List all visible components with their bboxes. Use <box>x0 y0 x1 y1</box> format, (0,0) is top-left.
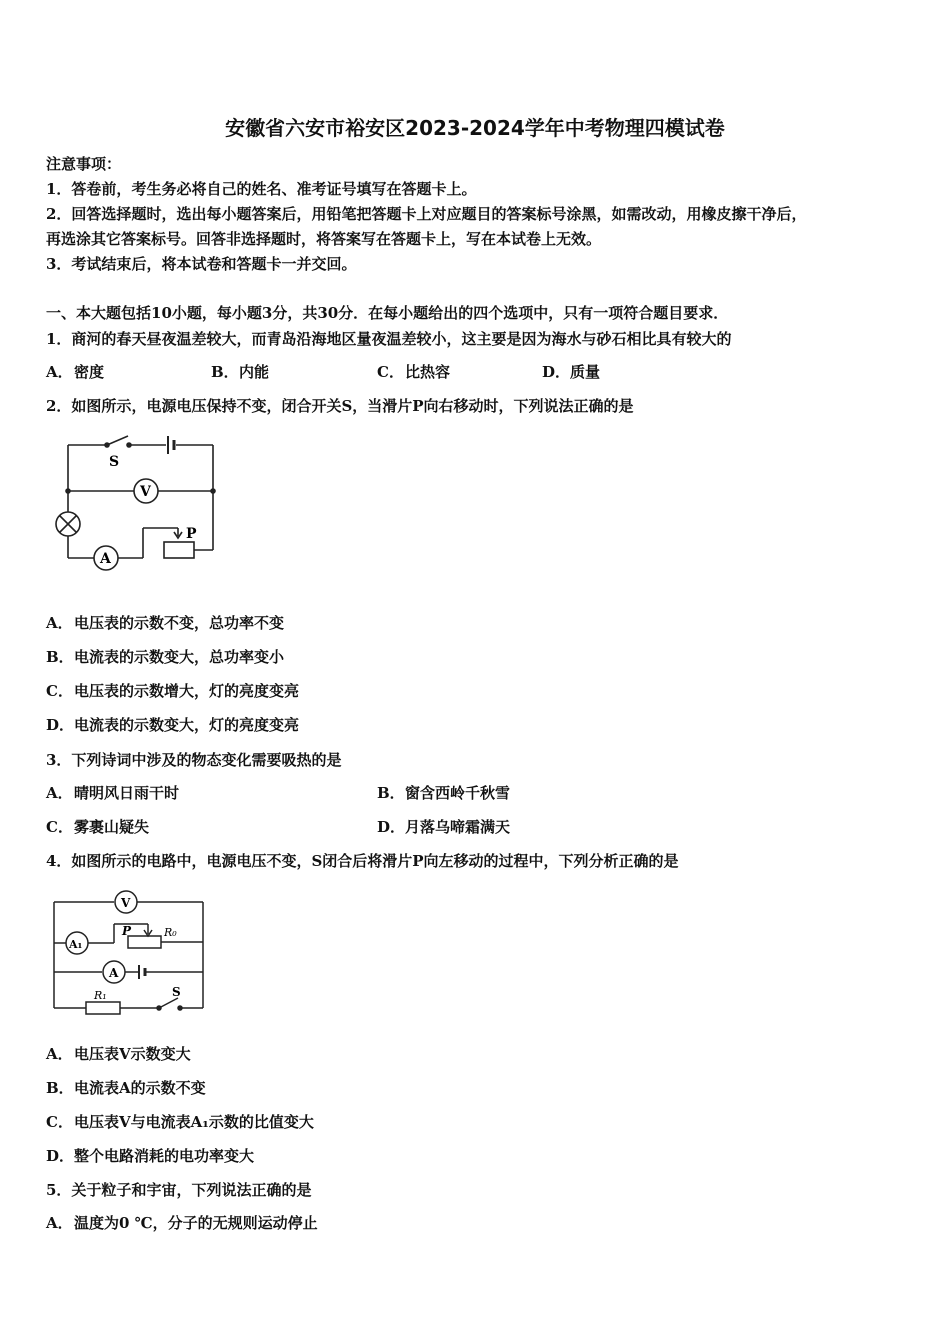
option-c: C．比热容 <box>377 363 451 381</box>
section-heading: 一、本大题包括10小题，每小题3分，共30分．在每小题给出的四个选项中，只有一项符合题目要求． <box>46 304 729 322</box>
question-stem: 2．如图所示，电源电压保持不变，闭合开关S，当滑片P向右移动时，下列说法正确的是 <box>46 397 634 415</box>
label-s: S <box>109 454 120 470</box>
notice-item: 2．回答选择题时，选出每小题答案后，用铅笔把答题卡上对应题目的答案标号涂黑，如需改动，用橡皮擦干净后， <box>46 205 807 223</box>
option-c: C．电压表的示数增大，灯的亮度变亮 <box>46 682 300 700</box>
option-a: A．晴明风日雨干时 <box>46 784 180 802</box>
option-d: D．电流表的示数变大，灯的亮度变亮 <box>46 716 300 734</box>
page-title: 安徽省六安市裕安区2023-2024学年中考物理四模试卷 <box>225 116 725 140</box>
notice-item: 再选涂其它答案标号。回答非选择题时，将答案写在答题卡上，写在本试卷上无效。 <box>46 230 602 248</box>
label-s: S <box>172 985 181 999</box>
circuit-diagram-q4 <box>46 884 216 1016</box>
label-p: P <box>186 526 197 542</box>
option-a: A．电压表的示数不变，总功率不变 <box>46 614 285 632</box>
option-c: C．电压表V与电流表A₁示数的比值变大 <box>46 1113 314 1131</box>
option-b: B．电流表A的示数不变 <box>46 1079 206 1097</box>
option-d: D．月落乌啼霜满天 <box>377 818 511 836</box>
label-r1: R₁ <box>94 989 107 1002</box>
label-p: P <box>122 924 132 938</box>
notice-heading: 注意事项： <box>46 155 122 173</box>
question-stem: 5．关于粒子和宇宙，下列说法正确的是 <box>46 1181 312 1199</box>
option-c: C．雾裹山疑失 <box>46 818 150 836</box>
option-d: D．整个电路消耗的电功率变大 <box>46 1147 255 1165</box>
option-d: D．质量 <box>542 363 601 381</box>
question-stem: 3．下列诗词中涉及的物态变化需要吸热的是 <box>46 751 342 769</box>
notice-item: 3．考试结束后，将本试卷和答题卡一并交回。 <box>46 255 357 273</box>
label-a: A <box>109 966 119 980</box>
question-stem: 4．如图所示的电路中，电源电压不变，S闭合后将滑片P向左移动的过程中，下列分析正确的是 <box>46 852 679 870</box>
option-b: B．内能 <box>211 363 270 381</box>
label-r0: R₀ <box>164 926 177 939</box>
label-v: V <box>121 896 131 910</box>
option-a: A．电压表V示数变大 <box>46 1045 191 1063</box>
option-b: B．窗含西岭千秋雪 <box>377 784 511 802</box>
circuit-diagram-q2 <box>46 432 226 577</box>
label-a: A <box>100 551 111 567</box>
option-a: A．密度 <box>46 363 105 381</box>
question-stem: 1．商河的春天昼夜温差较大，而青岛沿海地区量夜温差较小，这主要是因为海水与砂石相比具有较大的 <box>46 330 732 348</box>
option-b: B．电流表的示数变大，总功率变小 <box>46 648 285 666</box>
option-a: A．温度为0 ℃，分子的无规则运动停止 <box>46 1214 318 1232</box>
label-v: V <box>140 484 151 500</box>
label-a1: A₁ <box>69 938 83 951</box>
notice-item: 1．答卷前，考生务必将自己的姓名、准考证号填写在答题卡上。 <box>46 180 477 198</box>
